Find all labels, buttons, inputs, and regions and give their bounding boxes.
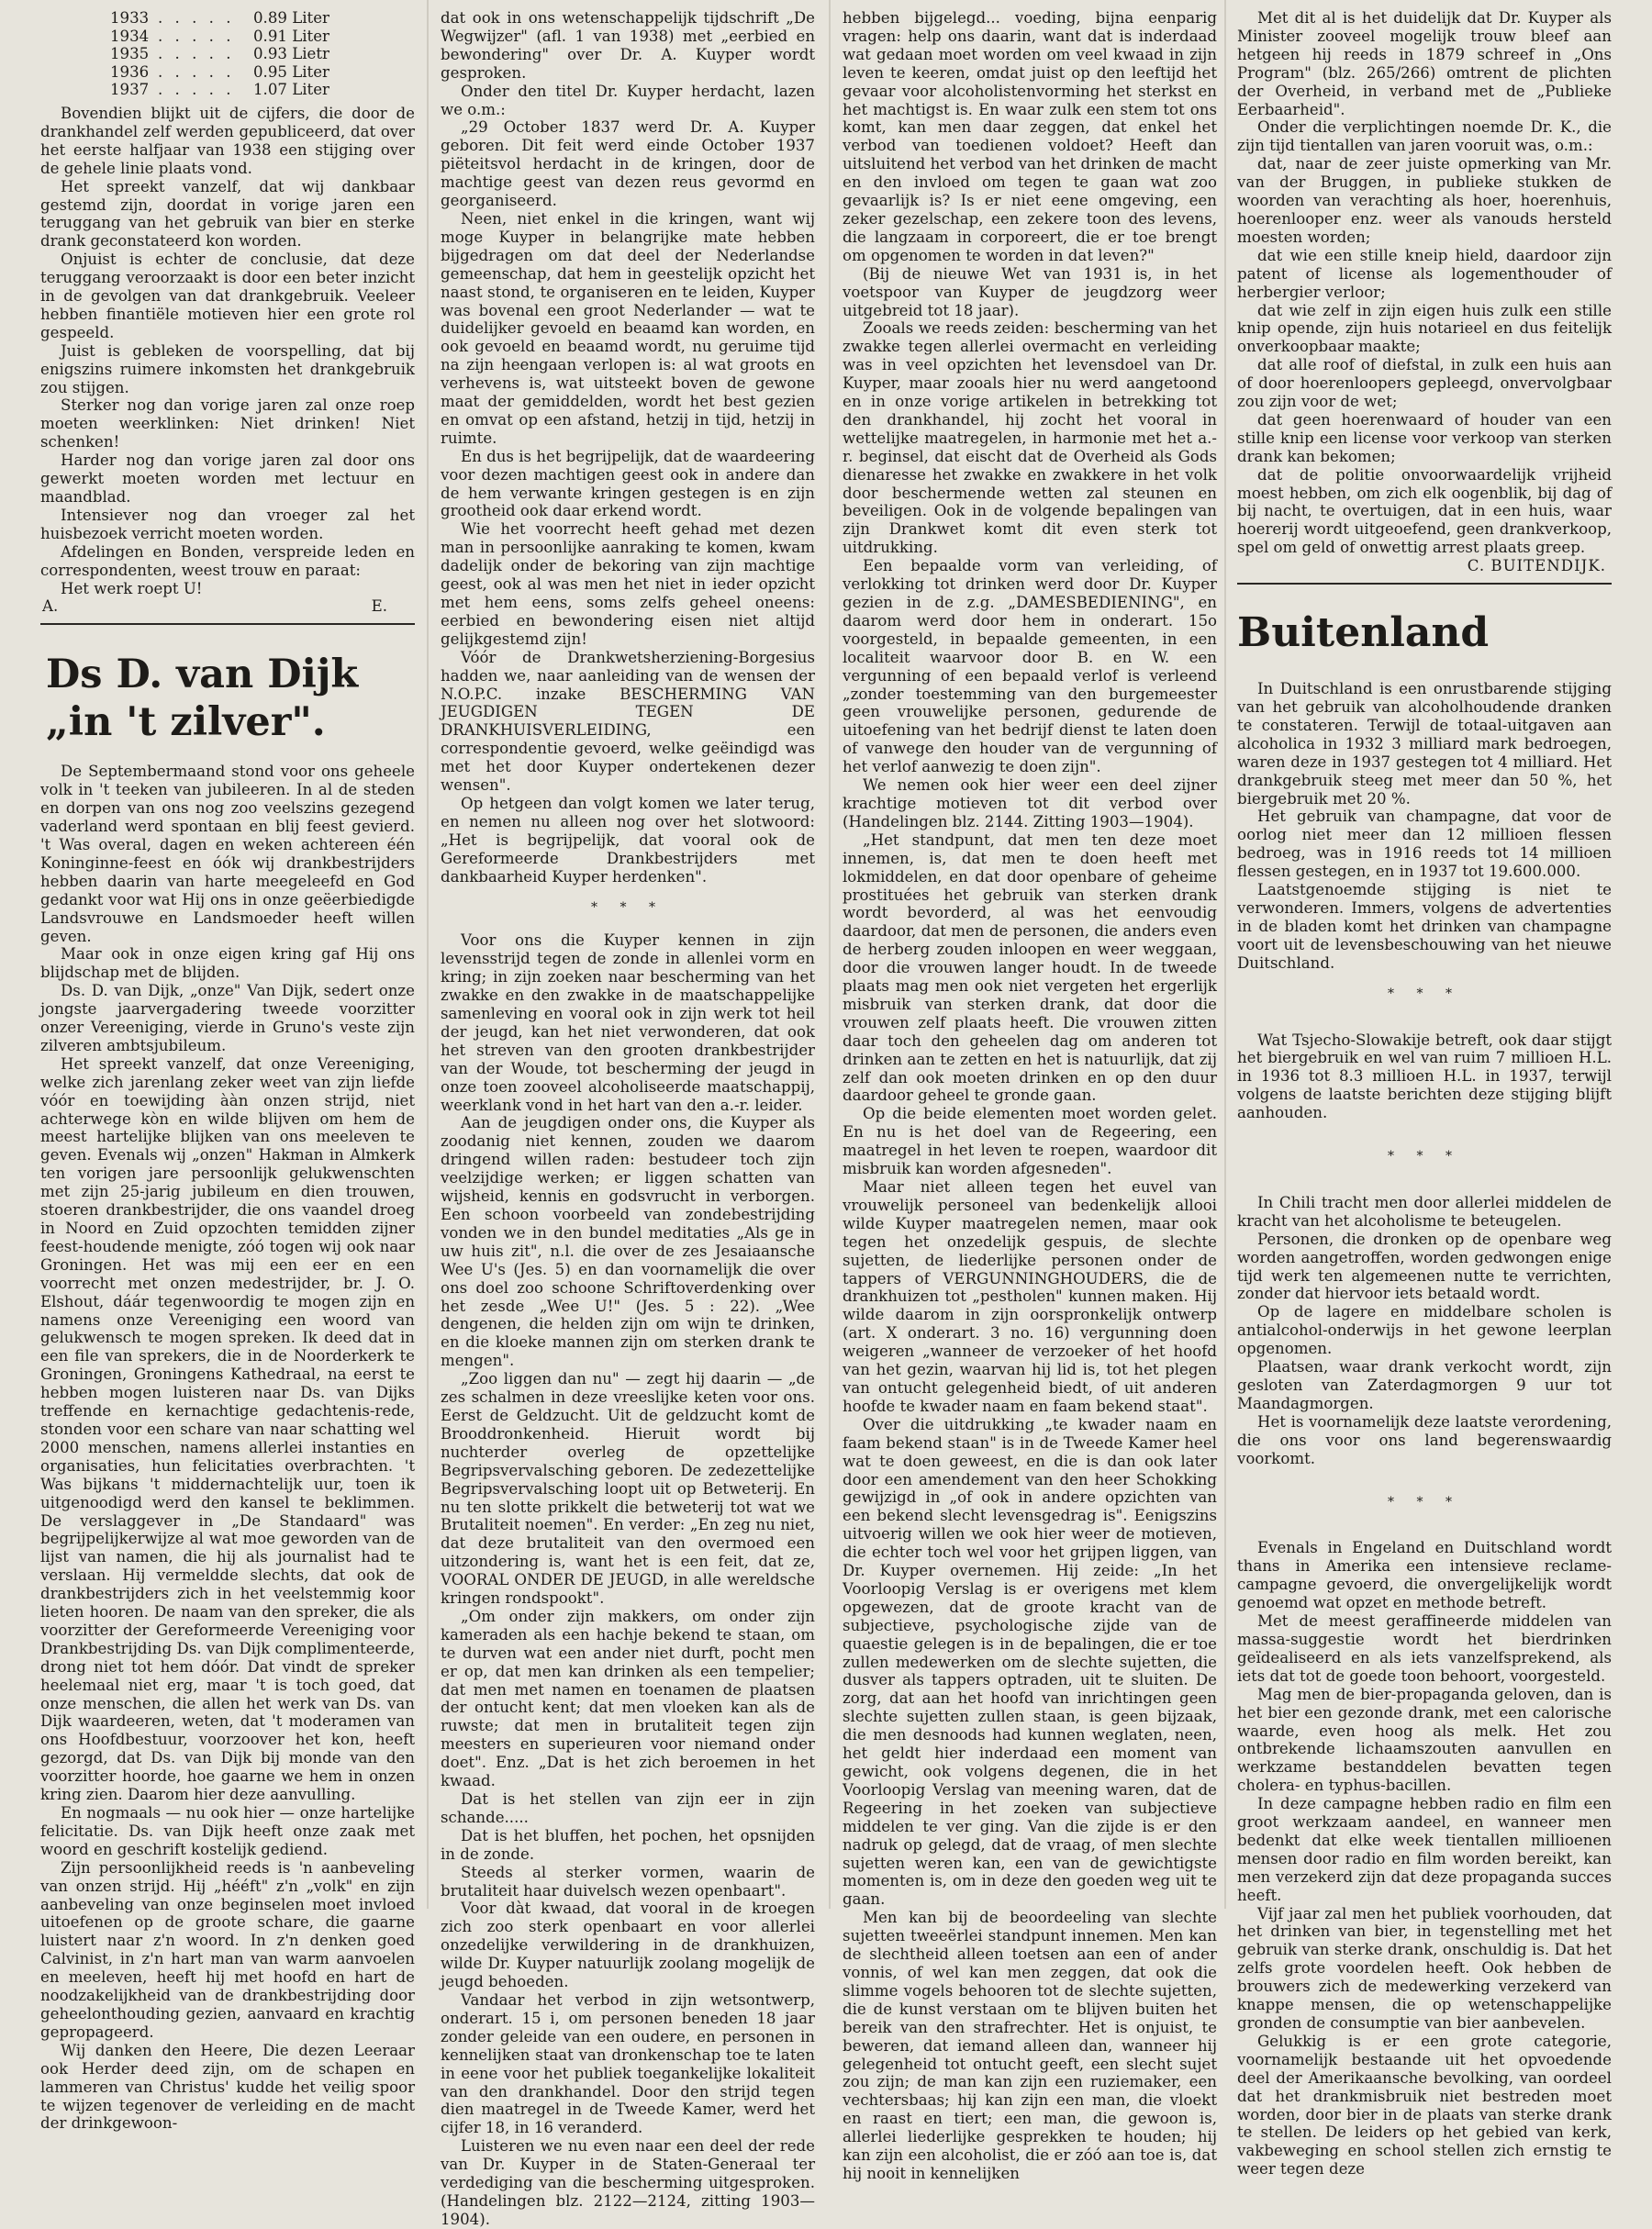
- paragraph: Op hetgeen dan volgt komen we later terug, en nemen nu alleen nog over het slotwoord: „Het is begrijpelijk, dat vooral ook de Gereformeerde Drankbestrijders met dankbaarheid Kuyper herdenken".: [441, 794, 815, 886]
- paragraph: En dus is het begrijpelijk, dat de waardeering voor dezen machtigen geest ook in andere dan de hem verwante kringen gestegen is en zijn grootheid ook daar erkend wordt.: [441, 447, 815, 520]
- paragraph: Voor dàt kwaad, dat vooral in de kroegen zich zoo sterk openbaart en voor allerlei onzedelijke verwildering in de drankhuizen, wilde Dr. Kuyper natuurlijk zoolang mogelijk de jeugd behoeden.: [441, 1900, 815, 1991]
- paragraph: Over die uitdrukking „te kwader naam en faam bekend staan" is in de Tweede Kamer heel wat te doen geweest, en die is dan ook later door een amendement van den heer Schokking gewijzigd in „of ook in andere opzichten van een bekend slecht levensgedrag is". Eenigszins uitvoerig willen we ook hier weer de motieven, die echter toch wel voor het grijpen liggen, van Dr. Kuyper overnemen. Hij zeide: „In het Voorloopig Verslag is er overigens met klem opgewezen, dat de groote kracht van de subjectieve, psychologische zijde van de quaestie gelegen is in de bepalingen, die er toe zullen medewerken om de slechte sujetten, die dusver als tappers optraden, uit te sluiten. De zorg, dat aan het hoofd van inrichtingen geen slechte sujetten zullen staan, is geen bijzaak, die men desnoods had kunnen weglaten, neen, het geldt hier inderdaad een moment van gewicht, ook volgens degenen, die in het Voorloopig Verslag van meening waren, dat de Regeering in het zoeken van subjectieve middelen te ver ging. Van die zijde is er den nadruk op gelegd, dat de vraag, of men slechte sujetten weren kan, een van de gewichtigste momenten is, om in deze den goeden weg uit te gaan.: [843, 1415, 1217, 1909]
- paragraph: Dat is het stellen van zijn eer in zijn schande.....: [441, 1790, 815, 1826]
- signature-line: [40, 597, 415, 616]
- paragraph: „29 October 1837 werd Dr. A. Kuyper geboren. Dit feit werd einde October 1937 piëteitsvol herdacht in de kringen, door de machtige geest van dezen reus gevormd en georganiseerd.: [441, 118, 815, 210]
- paragraph: De Septembermaand stond voor ons geheele volk in 't teeken van jubileeren. In al de steden en dorpen van ons nog zoo veelszins gezegend vaderland werd spontaan en blij feest gevierd. 't Was overal, dagen en weken achtereen één Koninginne-feest en óók wij drankbestrijders hebben daarin van harte meegeleefd en God gedankt voor wat Hij ons in onze geëerbiedigde Landsvrouwe en Landsmoeder heeft willen geven.: [40, 763, 415, 945]
- paragraph: We nemen ook hier weer een deel zijner krachtige motieven tot dit verbod over (Handelingen blz. 2144. Zitting 1903—1904).: [843, 776, 1217, 830]
- paragraph: Intensiever nog dan vroeger zal het huisbezoek verricht moeten worden.: [40, 506, 415, 542]
- paragraph: Dat is het bluffen, het pochen, het opsnijden in de zonde.: [441, 1826, 815, 1863]
- paragraph: Bovendien blijkt uit de cijfers, die door de drankhandel zelf werden gepubliceerd, dat over het eerste halfjaar van 1938 een stijging over de gehele linie plaats vond.: [40, 104, 415, 177]
- section-separator: * * *: [591, 899, 664, 915]
- paragraph: Wij danken den Heere, Die dezen Leeraar ook Herder deed zijn, om de schapen en lammeren van Christus' kudde het veilig spoor te wijzen tegenover de verleiding en de macht der drinkgewoon-: [40, 2041, 415, 2133]
- article-heading-van-dijk: Ds D. van Dijk „in 't zilver".: [46, 652, 359, 746]
- paragraph: Op de lagere en middelbare scholen is antialcohol-onderwijs in het gewone leerplan opgenomen.: [1237, 1303, 1612, 1358]
- paragraph: Neen, niet enkel in die kringen, want wij moge Kuyper in belangrijke mate hebben bijgedragen om dat deel der Nederlandse gemeenschap, dat hem in geestelijk opzicht het naast stond, te organiseren en te leiden, Kuyper was bovenal een groot Nederlander — wat te duidelijker gevoeld en beaamd kan worden, en ook gevoeld en beaamd wordt, nu geruime tijd na zijn heengaan verlopen is: al wat groots en verhevens is, wat uitsteekt boven de gewone maat der gemiddelden, wordt het best gezien en omvat op een afstand, hetzij in tijd, hetzij in ruimte.: [441, 209, 815, 447]
- paragraph: En nogmaals — nu ook hier — onze hartelijke felicitatie. Ds. van Dijk heeft onze zaak met woord en geschrift kostelijk gediend.: [40, 1804, 415, 1858]
- table-row: 1936 . . . . . 0.95 Liter: [110, 62, 329, 81]
- paragraph: In deze campagne hebben radio en film een groot werkzaam aandeel, en wanneer men bedenkt dat elke week tientallen millioenen mensen door radio en film worden bereikt, kan men verzekerd zijn dat deze propaganda succes heeft.: [1237, 1795, 1612, 1904]
- column-2: [441, 9, 815, 2228]
- paragraph: Luisteren we nu even naar een deel der rede van Dr. Kuyper in de Staten-Generaal ter verdediging van die bescherming uitgesproken. (Handelingen blz. 2122—2124, zitting 1903—1904).: [441, 2137, 815, 2228]
- signature-initial-right: E.: [371, 597, 387, 616]
- signature-initial-left: A.: [42, 597, 59, 616]
- paragraph: Gelukkig is er een grote categorie, voornamelijk bestaande uit het opvoedende deel der Amerikaansche bevolking, van oordeel dat het drankmisbruik niet bestreden moet worden, door bier in de plaats van sterke drank te stellen. De leiders op het gebied van kerk, vakbeweging en school stellen zich ernstig te weer tegen deze: [1237, 2032, 1612, 2179]
- paragraph: Wie het voorrecht heeft gehad met dezen man in persoonlijke aanraking te komen, kwam dadelijk onder de bekoring van zijn machtige geest, ook al was men het niet in ieder opzicht met hem eens, soms zelfs geheel oneens: eerbied en bewondering eisen niet altijd gelijkgestemd zijn!: [441, 520, 815, 648]
- column-rule: [1224, 0, 1226, 1909]
- paragraph: dat ook in ons wetenschappelijk tijdschrift „De Wegwijzer" (afl. 1 van 1938) met „eerbied en bewondering" over Dr. A. Kuyper wordt gesproken.: [441, 9, 815, 82]
- paragraph: Afdelingen en Bonden, verspreide leden en correspondenten, weest trouw en paraat:: [40, 542, 415, 579]
- paragraph: Evenals in Engeland en Duitschland wordt thans in Amerika een intensieve reclame-campagne gevoerd, die onvergelijkelijk wordt genoemd wat opzet en methode betreft.: [1237, 1539, 1612, 1612]
- paragraph: Vijf jaar zal men het publiek voorhouden, dat het drinken van bier, in tegenstelling met het gebruik van sterke drank, onschuldig is. Dat het zelfs grote voordelen heeft. Ook hebben de brouwers zich de medewerking verzekerd van knappe mensen, die op wetenschappelijke gronden de consumptie van bier aanbevelen.: [1237, 1904, 1612, 2032]
- section-separator: * * *: [1388, 1494, 1461, 1510]
- paragraph: In Duitschland is een onrustbarende stijging van het gebruik van alcoholhoudende dranken te constateren. Terwijl de totaal-uitgaven aan alcoholica in 1932 3 milliard mark bedroegen, waren deze in 1937 gestegen tot 4 milliard. Het drankgebruik steeg met meer dan 50 %, het biergebruik met 20 %.: [1237, 680, 1612, 808]
- paragraph: dat de politie onvoorwaardelijk vrijheid moest hebben, om zich elk oogenblik, bij dag of bij nacht, te overtuigen, dat in een huis, waar hoererij wordt uitgeoefend, geen drankverkoop, spel om geld of onwettig arrest plaats greep.: [1237, 465, 1612, 557]
- table-row: 1935 . . . . . 0.93 Lietr: [110, 45, 329, 63]
- paragraph: Voor ons die Kuyper kennen in zijn levensstrijd tegen de zonde in allenlei vorm en kring; in zijn zoeken naar bescherming van het zwakke en den zwakke in de maatschappelijke samenleving en vooral ook in zijn werk tot heil der jeugd, kan het niet verwonderen, dat ook het streven van den grooten drankbestrijder van der Woude, tot bescherming der jeugd in onze toen zooveel alcoholiseerde maatschappij, weerklank vond in het hart van den a.-r. leider.: [441, 931, 815, 1114]
- paragraph: Ds. D. van Dijk, „onze" Van Dijk, sedert onze jongste jaarvergadering tweede voorzitter onzer Vereeniging, vierde in Gruno's veste zijn zilveren ambtsjubileum.: [40, 982, 415, 1054]
- paragraph: Met dit al is het duidelijk dat Dr. Kuyper als Minister zooveel mogelijk trouw bleef aan hetgeen hij reeds in 1879 schreef in „Ons Program" (blz. 265/266) omtrent de plichten der Overheid, in verband met de „Publieke Eerbaarheid".: [1237, 9, 1612, 118]
- consumption-table: [110, 9, 415, 99]
- paragraph: Onder die verplichtingen noemde Dr. K., die zijn tijd tientallen van jaren vooruit was, o.m.:: [1237, 118, 1612, 155]
- divider: [1237, 583, 1612, 585]
- paragraph: In Chili tracht men door allerlei middelen de kracht van het alcoholisme te beteugelen.: [1237, 1193, 1612, 1230]
- column-rule: [829, 0, 831, 1909]
- paragraph: Onjuist is echter de conclusie, dat deze teruggang veroorzaakt is door een beter inzicht in de gevolgen van dat drankgebruik. Veeleer hebben finantiële motieven hier een grote rol gespeeld.: [40, 251, 415, 341]
- paragraph: Wat Tsjecho-Slowakije betreft, ook daar stijgt het biergebruik en wel van ruim 7 millioen H.L. in 1936 tot 8.3 millioen H.L. in 1937, terwijl volgens de laatste berichten deze stijging blijft aanhouden.: [1237, 1031, 1612, 1122]
- paragraph: Maar ook in onze eigen kring gaf Hij ons blijdschap met de blijden.: [40, 945, 415, 982]
- table-row: 1933 . . . . . 0.89 Liter: [110, 9, 329, 27]
- paragraph: Maar niet alleen tegen het euvel van vrouwelijk personeel van bedenkelijk allooi wilde Kuyper maatregelen nemen, maar ook tegen het onzedelijk gespuis, de slechte sujetten, de liederlijke personen onder de tappers of VERGUNNINGHOUDERS, die de drankhuizen tot „pestholen" kunnen maken. Hij wilde daarom in zijn oorspronkelijk ontwerp (art. X onderart. 3 no. 16) vergunning doen weigeren „wanneer de verzoeker of het hoofd van het gezin, waarvan hij lid is, tot het plegen van ontucht gelegenheid biedt, of uit anderen hoofde te kwader naam en faam bekend staat".: [843, 1178, 1217, 1415]
- paragraph: Vóór de Drankwetsherziening-Borgesius hadden we, naar aanleiding van de wensen der N.O.P.C. inzake BESCHERMING VAN JEUGDIGEN TEGEN DE DRANKHUISVERLEIDING, een correspondentie gevoerd, welke geëindigd was met het door Kuyper ondertekenen dezer wensen".: [441, 648, 815, 795]
- paragraph: Harder nog dan vorige jaren zal door ons gewerkt moeten worden met lectuur en maandblad.: [40, 451, 415, 506]
- paragraph: Met de meest geraffineerde middelen van massa-suggestie wordt het bierdrinken geïdealiseerd en als iets vanzelfsprekend, als iets dat tot de goede toon behoort, voorgesteld.: [1237, 1612, 1612, 1685]
- paragraph: „Het standpunt, dat men ten deze moet innemen, is, dat men te doen heeft met lokmiddelen, en dat door openbare of geheime prostituées het gebruik van sterken drank wordt bevorderd, al was het eenvoudig daardoor, dat men de personen, die anders even de herberg zouden inloopen en weer weggaan, door die vrouwen langer houdt. In de tweede plaats mag men ook niet vergeten het ergerlijk misbruik van sterken drank, dat door die vrouwen zelf plaats heeft. Die vrouwen zitten daar toch den geheelen dag om anderen tot drinken aan te zetten en het is natuurlijk, dat zij zelf dan ook moeten drinken en op den duur daardoor geheel te gronde gaan.: [843, 830, 1217, 1105]
- paragraph: „Zoo liggen dan nu" — zegt hij daarin — „de zes schalmen in deze vreeslijke keten voor ons. Eerst de Geldzucht. Uit de geldzucht komt de Brooddronkenheid. Hieruit wordt bij nuchterder overleg de opzettelijke Begripsvervalsching geboren. De zedezettelijke Begripsvervalsching loopt uit op Betweterij. En nu ten slotte prikkelt die betweterij tot wat we Brutaliteit noemen". En verder: „En zeg nu niet, dat deze brutaliteit van den overmoed een uitzondering is, want het is een feit, dat ze, VOORAL ONDER DE JEUGD, in alle wereldsche kringen rondspookt".: [441, 1370, 815, 1608]
- paragraph: Juist is gebleken de voorspelling, dat bij enigszins ruimere inkomsten het drankgebruik zou stijgen.: [40, 341, 415, 396]
- paragraph: Zijn persoonlijkheid reeds is 'n aanbeveling van onzen strijd. Hij „hééft" z'n „volk" en zijn aanbeveling van onze beginselen moet invloed uitoefenen op de groote schare, die gaarne luistert naar z'n woord. In z'n denken goed Calvinist, in z'n hart man van warm aanvoelen en meeleven, heeft hij met hoofd en hart de noodzakelijkheid van de drankbestrijding door geheelonthouding gezien, aanvaard en krachtig gepropageerd.: [40, 1858, 415, 2041]
- paragraph: Laatstgenoemde stijging is niet te verwonderen. Immers, volgens de advertenties in de bladen komt het drinken van champagne voort uit de levensbeschouwing van het nieuwe Duitschland.: [1237, 881, 1612, 972]
- column-rule: [427, 0, 429, 1909]
- paragraph: „Om onder zijn makkers, om onder zijn kameraden als een hachje bekend te staan, om te durven wat een ander niet durft, pocht men er op, dat men kan drinken als een tempelier; dat men met namen en toenamen de plaatsen der ontucht kent; dat men vloeken kan als de ruwste; dat men in brutaliteit tegen zijn meesters en superieuren voor niemand onder doet". Enz. „Dat is het zich beroemen in het kwaad.: [441, 1607, 815, 1790]
- table-row: 1937 . . . . . 1.07 Liter: [110, 81, 329, 99]
- divider: [40, 623, 415, 625]
- paragraph: dat, naar de zeer juiste opmerking van Mr. van der Bruggen, in publieke stukken de woorden van verachting als hoer, hoerenhuis, hoerenlooper enz. weer als vanouds hersteld moesten worden;: [1237, 155, 1612, 246]
- author-byline: C. BUITENDIJK.: [1467, 557, 1606, 575]
- paragraph: Op die beide elementen moet worden gelet. En nu is het doel van de Regeering, een maatregel in het leven te roepen, waardoor dit misbruik kan worden afgesneden".: [843, 1105, 1217, 1178]
- paragraph: Het spreekt vanzelf, dat wij dankbaar gestemd zijn, doordat in vorige jaren een teruggang van het gebruik van bier en sterke drank geconstateerd kon worden.: [40, 177, 415, 251]
- column-3: [843, 9, 1217, 2182]
- paragraph: Een bepaalde vorm van verleiding, of verlokking tot drinken werd door Dr. Kuyper gezien in de z.g. „DAMESBEDIENING", en daarom werd door hem in onderart. 15o voorgesteld, in bepaalde gemeenten, in een localiteit waarvoor door B. en W. een vergunning of een bepaald verlof is verleend „zonder toestemming van den burgemeester geen vrouwelijke personen, gedurende de uitoefening van het bedrijf dienst te laten doen of vanwege den houder van de vergunning of het verlof aanwezig te doen zijn".: [843, 557, 1217, 776]
- table-row: 1934 . . . . . 0.91 Liter: [110, 27, 329, 45]
- section-separator: * * *: [1388, 1149, 1461, 1165]
- paragraph: dat alle roof of diefstal, in zulk een huis aan of door hoerenloopers gepleegd, onvervolgbaar zou zijn voor de wet;: [1237, 356, 1612, 411]
- paragraph: dat geen hoerenwaard of houder van een stille knip een license voor verkoop van sterken drank kan bekomen;: [1237, 410, 1612, 465]
- paragraph: Aan de jeugdigen onder ons, die Kuyper als zoodanig niet kennen, zouden we daarom dringend willen raden: bestudeer toch zijn veelzijdige werken; er liggen schatten van wijsheid, kennis en godsvrucht in verborgen. Een schoon voorbeeld van zondebestrijding vonden we in den bundel meditaties „Als ge in uw huis zit", n.l. die over de zes Jesaiaansche Wee U's (Jes. 5) en dan voornamelijk die over ons doel zoo schoone Schriftoverdenking over het zesde „Wee U!" (Jes. 5 : 22). „Wee dengenen, die helden zijn om wijn te drinken, en die kloeke mannen zijn om sterken drank te mengen".: [441, 1114, 815, 1370]
- paragraph: Men kan bij de beoordeeling van slechte sujetten tweeërlei standpunt innemen. Men kan de slechtheid alleen toetsen aan een of ander vonnis, of wel kan men zeggen, dat ook die slimme vogels behooren tot de slechte sujetten, die de kunst verstaan om te blijven buiten het bereik van den strafrechter. Het is onjuist, te beweren, dat iemand alleen dan, wanneer hij gelegenheid tot ontucht geeft, een slecht sujet zou zijn; de man kan zijn een ruziemaker, een vechtersbaas; hij kan zijn een man, die vloekt en raast en tiert; een man, die gewoon is, allerlei liederlijke gesprekken te houden; hij kan zijn een alcoholist, die er zóó aan toe is, dat hij nooit in kennelijken: [843, 1909, 1217, 2182]
- paragraph: Het werk roept U!: [61, 579, 203, 597]
- paragraph: Het gebruik van champagne, dat voor de oorlog niet meer dan 12 millioen flessen bedroeg, was in 1916 reeds tot 14 millioen flessen gestegen, en in 1937 tot 19.600.000.: [1237, 808, 1612, 881]
- paragraph: (Bij de nieuwe Wet van 1931 is, in het voetspoor van Kuyper de jeugdzorg weer uitgebreid tot 18 jaar).: [843, 264, 1217, 319]
- section-separator: * * *: [1388, 986, 1461, 1001]
- paragraph: Personen, die dronken op de openbare weg worden aangetroffen, worden gedwongen enige tijd werk ten algemeenen nutte te verrichten, zonder dat hiervoor iets betaald wordt.: [1237, 1230, 1612, 1303]
- paragraph: Onder den titel Dr. Kuyper herdacht, lazen we o.m.:: [441, 82, 815, 118]
- paragraph: Plaatsen, waar drank verkocht wordt, zijn gesloten van Zaterdagmorgen 9 uur tot Maandagmorgen.: [1237, 1358, 1612, 1412]
- column-4: [1237, 9, 1612, 2179]
- paragraph: Mag men de bier-propaganda geloven, dan is het bier een gezonde drank, met een calorische waarde, even hoog als melk. Het zou ontbrekende lichaamszouten aanvullen en werkzame bestanddelen bevatten tegen cholera- en typhus-bacillen.: [1237, 1685, 1612, 1795]
- paragraph: Het spreekt vanzelf, dat onze Vereeniging, welke zich jarenlang zeker weet van zijn liefde vóór en toewijding ààn onzen strijd, niet achterwege kòn en wilde blijven om hem de meest hartelijke blijken van ons meeleven te geven. Evenals wij „onzen" Hakman in Almkerk ten vorigen jare persoonlijk gelukwenschten met zijn 25-jarig jubileum en dien trouwen, stoeren drankbestrijder, die ons vaandel droeg in Noord en Zuid opzochten temidden zijner feest-houdende menigte, zóó togen wij ook naar Groningen. Het was mij een eer en een voorrecht met onzen medestrijder, br. J. O. Elshout, dáár tegenwoordig te mogen zijn en namens onze Vereeniging een woord van gelukwensch te mogen spreken. Ik deed dat in een file van sprekers, die in de Noorderkerk te Groningen, Groningens Kathedraal, na eerst te hebben mogen luisteren naar Ds. van Dijks treffende en kernachtige gedachtenis-rede, stonden voor een schare van naar schatting wel 2000 menschen, namens allerlei instanties en organisaties, hun felicitaties overbrachten. 't Was bijkans 't middernachtelijk uur, toen ik uitgenoodigd werd den kansel te beklimmen. De verslaggever in „De Standaard" was begrijpelijkerwijze al wat moe geworden van de lijst van namen, die hij als journalist had te verslaan. Hij vermeldde slechts, dat ook de drankbestrijders zich in het veelstemmig koor lieten hooren. De naam van den spreker, die als voorzitter der Gereformeerde Vereeniging voor Drankbestrijding Ds. van Dijk complimenteerde, drong niet tot hem dóór. Dat vindt de spreker heelemaal niet erg, maar 't is toch goed, dat onze menschen, die allen het werk van Ds. van Dijk waardeeren, weten, dat 't moderamen van ons Hoofdbestuur, voorzoover het kon, heeft gezorgd, dat Ds. van Dijk bij monde van den voorzitter hoorde, hoe gaarne we hem in onzen kring zien. Daarom hier deze aanvulling.: [40, 1054, 415, 1804]
- paragraph: dat wie zelf in zijn eigen huis zulk een stille knip opende, zijn huis notarieel en dus feitelijk onverkoopbaar maakte;: [1237, 301, 1612, 356]
- paragraph: Sterker nog dan vorige jaren zal onze roep moeten weerklinken: Niet drinken! Niet schenken!: [40, 396, 415, 451]
- column-1: [40, 9, 415, 2133]
- paragraph: dat wie een stille kneip hield, daardoor zijn patent of license als logementhouder of herbergier verloor;: [1237, 246, 1612, 301]
- section-heading-buitenland: Buitenland: [1237, 609, 1490, 657]
- paragraph: Steeds al sterker vormen, waarin de brutaliteit haar duivelsch wezen openbaart".: [441, 1863, 815, 1900]
- paragraph: hebben bijgelegd... voeding, bijna eenparig vragen: help ons daarin, want dat is inderdaad wat gedaan moet worden om veel kwaad in zijn leven te keeren, omdat juist op den leeftijd het gevaar voor alcoholistenvorming het sterkst en het machtigst is. En waar zulk een stem tot ons komt, kan men daar zeggen, dat enkel het verbod van toedienen voldoet? Heeft dan uitsluitend het verbod van het drinken de macht en den invloed om tegen te gaan wat zoo gevaarlijk is? Is er niet eene omgeving, een zeker gezelschap, een zekere toon des levens, die langzaam in corporeert, die er toe brengt om opgenomen te worden in dat leven?": [843, 9, 1217, 264]
- paragraph: Het is voornamelijk deze laatste verordening, die ons voor ons land begerenswaardig voorkomt.: [1237, 1412, 1612, 1467]
- paragraph: Vandaar het verbod in zijn wetsontwerp, onderart. 15 i, om personen beneden 18 jaar zonder geleide van een oudere, en personen in kennelijken staat van dronkenschap toe te laten in eene voor het publiek toegankelijke lokaliteit van den drankhandel. Door den strijd tegen dien maatregel in de Tweede Kamer, werd het cijfer 18, in 16 veranderd.: [441, 1990, 815, 2137]
- paragraph: Zooals we reeds zeiden: bescherming van het zwakke tegen allerlei overmacht en verleiding was in veel opzichten het levensdoel van Dr. Kuyper, maar zooals hier nu werd aangetoond en in onze vorige artikelen in betrekking tot den drankhandel, hij zocht het vooral in wettelijke maatregelen, in harmonie met het a.-r. beginsel, dat eischt dat de Overheid als Gods dienaresse het zwakke en zwakkere in het volk door beschermende wetten zal steunen en beveiligen. Ook in de volgende bepalingen van zijn Drankwet komt dit even sterk tot uitdrukking.: [843, 319, 1217, 557]
